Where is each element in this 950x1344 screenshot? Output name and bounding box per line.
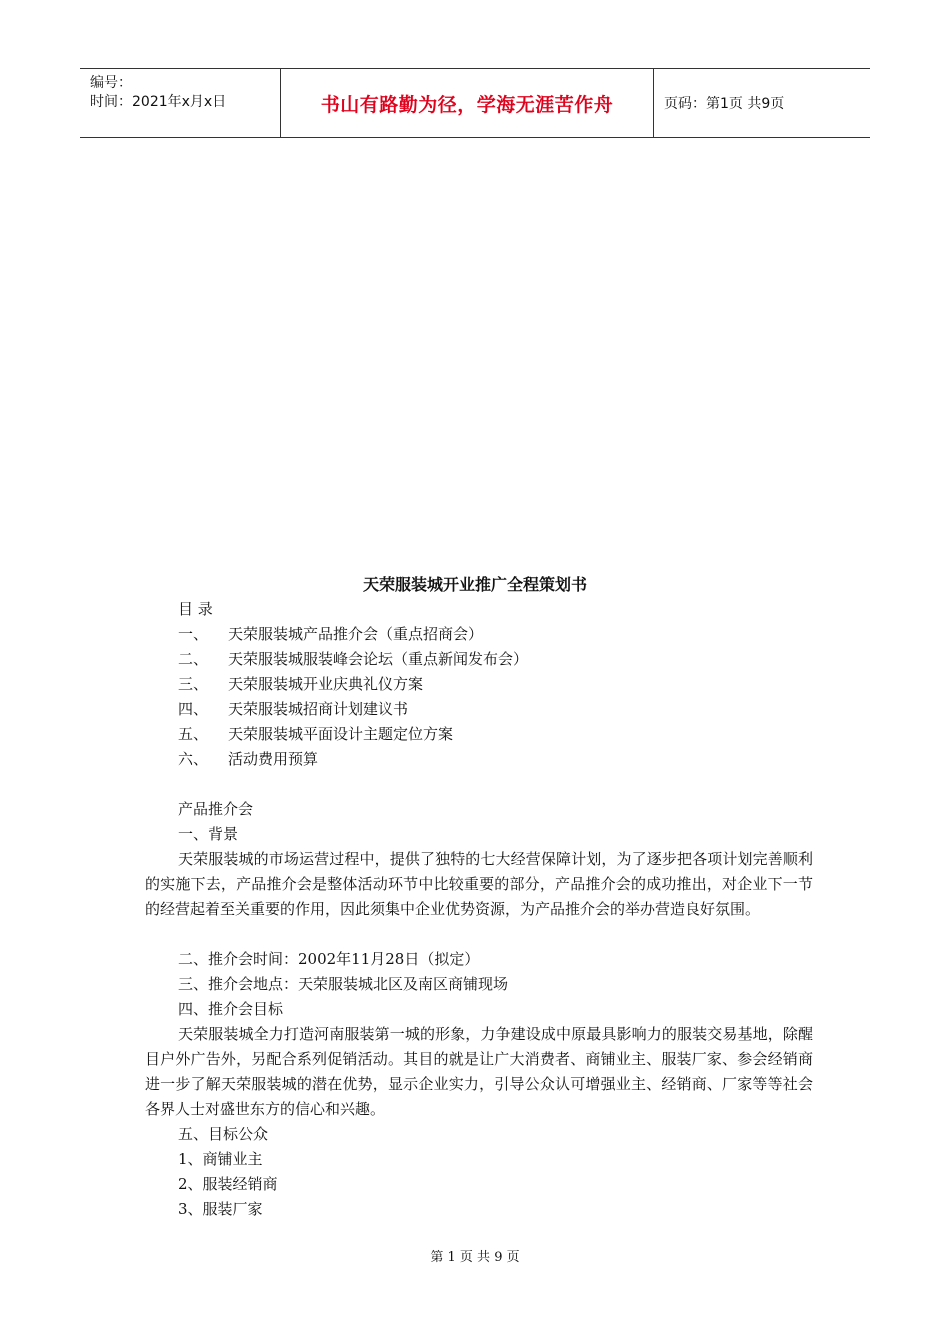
background-paragraph: 天荣服装城的市场运营过程中，提供了独特的七大经营保障计划，为了逐步把各项计划完善顺利的实施下去，产品推介会是整体活动环节中比较重要的部分，产品推介会的成功推出，对企业下一节的经营起着至关重要的作用，因此须集中企业优势资源，为产品推介会的举办营造良好氛围。 <box>145 850 813 918</box>
toc-item-text: 天荣服装城服装峰会论坛（重点新闻发布会） <box>228 650 529 668</box>
toc-heading: 目 录 <box>178 600 213 618</box>
page-header <box>80 68 870 138</box>
header-meta-cell <box>80 69 281 137</box>
audience-item: 3、服装厂家 <box>178 1200 263 1218</box>
header-motto: 书山有路勤为径，学海无涯苦作舟 <box>281 69 654 137</box>
toc-item-number: 一、 <box>178 625 209 643</box>
header-page-info: 页码：第1页 共9页 <box>664 96 785 112</box>
time-label: 时间：2021年x月x日 <box>90 94 227 110</box>
toc-item-number: 四、 <box>178 700 209 718</box>
background-heading: 一、背景 <box>178 825 239 843</box>
toc-item-number: 三、 <box>178 675 209 693</box>
toc-item-text: 活动费用预算 <box>228 750 319 768</box>
toc-item-number: 二、 <box>178 650 209 668</box>
toc-item-text: 天荣服装城产品推介会（重点招商会） <box>228 625 484 643</box>
event-place-line: 三、推介会地点：天荣服装城北区及南区商铺现场 <box>178 975 509 993</box>
section-title: 产品推介会 <box>178 800 254 818</box>
toc-item-text: 天荣服装城开业庆典礼仪方案 <box>228 675 424 693</box>
audience-item: 1、商铺业主 <box>178 1150 263 1168</box>
toc-item-text: 天荣服装城平面设计主题定位方案 <box>228 725 454 743</box>
event-time-line: 二、推介会时间：2002年11月28日（拟定） <box>178 950 480 968</box>
toc-item-number: 五、 <box>178 725 209 743</box>
goal-heading: 四、推介会目标 <box>178 1000 284 1018</box>
toc-item-text: 天荣服装城招商计划建议书 <box>228 700 409 718</box>
audience-heading: 五、目标公众 <box>178 1125 269 1143</box>
page-footer: 第 1 页 共 9 页 <box>430 1250 520 1265</box>
audience-item: 2、服装经销商 <box>178 1175 278 1193</box>
toc-item-number: 六、 <box>178 750 209 768</box>
number-label: 编号： <box>90 75 132 91</box>
document-title: 天荣服装城开业推广全程策划书 <box>362 575 587 594</box>
goal-paragraph: 天荣服装城全力打造河南服装第一城的形象，力争建设成中原最具影响力的服装交易基地，除醒目户外广告外，另配合系列促销活动。其目的就是让广大消费者、商铺业主、服装厂家、参会经销商进一步了解天荣服装城的潜在优势，显示企业实力，引导公众认可增强业主、经销商、厂家等等社会各界人士对盛世东方的信心和兴趣。 <box>145 1025 813 1118</box>
